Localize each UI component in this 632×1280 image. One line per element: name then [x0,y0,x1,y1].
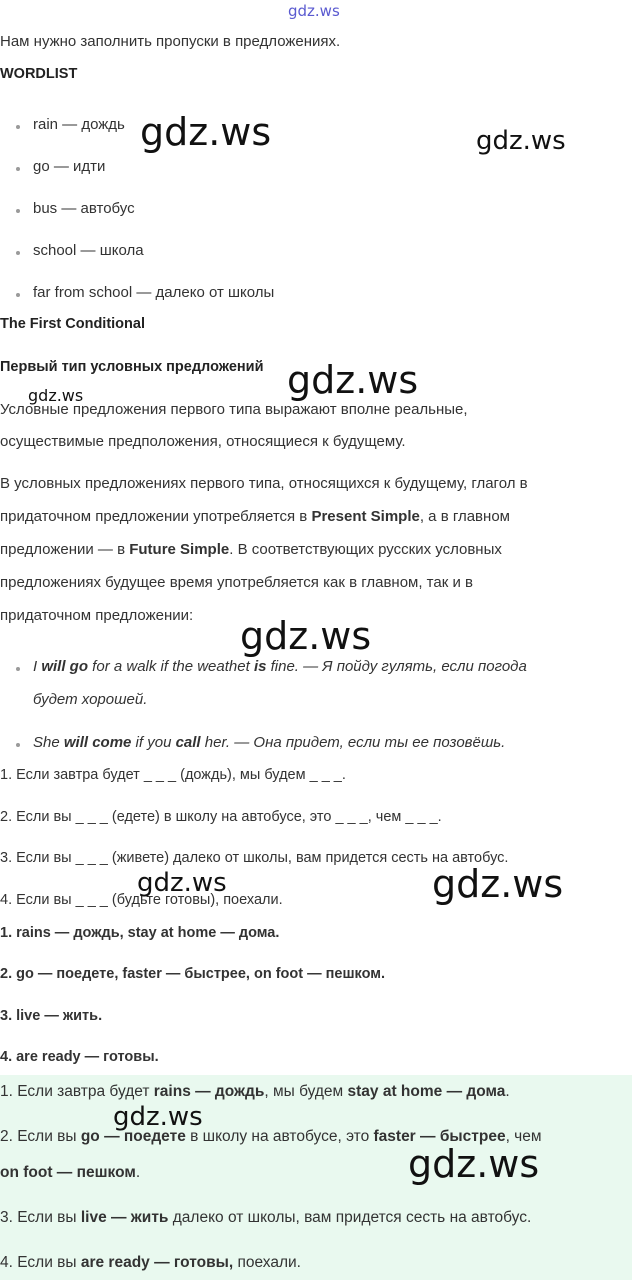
text-span: 2. Если вы [0,1128,81,1145]
text-span: call [175,734,201,751]
list-item: go — идти [33,158,106,175]
watermark: gdz.ws [137,868,227,898]
example-line [33,657,527,677]
term-present-simple: Present Simple [311,508,420,525]
text-span: . [135,1164,141,1181]
watermark: gdz.ws [28,386,84,405]
example-line [33,733,505,753]
list-item: rain — дождь [33,116,125,133]
watermark: gdz.ws [113,1102,203,1132]
paragraph-line [0,540,502,560]
paragraph-line: В условных предложениях первого типа, относящихся к будущему, глагол в [0,475,528,492]
paragraph-line: Условные предложения первого типа выражают вполне реальные, [0,401,468,418]
task-line: 4. Если вы _ _ _ (будьте готовы), поехали. [0,892,283,908]
watermark: gdz.ws [240,614,372,658]
watermark: gdz.ws [476,126,566,156]
task-line: 2. Если вы _ _ _ (едете) в школу на автобусе, это _ _ _, чем _ _ _. [0,809,442,825]
text-span: 4. Если вы [0,1254,81,1271]
paragraph-line: предложениях будущее время употребляется как в главном, так и в [0,574,473,591]
text-span: поехали. [233,1254,301,1271]
text-span: are ready — готовы, [80,1254,234,1271]
text-span: stay at home — дома [347,1083,506,1100]
text-span: в школу на автобусе, это [185,1128,374,1145]
paragraph-line: осуществимые предположения, относящиеся к будущему. [0,433,406,450]
text-span: if you [131,734,176,751]
text-span: her. — Она придет, если ты ее позовёшь. [200,734,506,751]
text-span: . В соответствующих русских условных [229,541,502,558]
grammar-title: The First Conditional [0,316,145,332]
intro-text: Нам нужно заполнить пропуски в предложениях. [0,33,341,50]
text-span: faster — быстрее [373,1128,506,1145]
bullet-icon [16,125,20,129]
text-span: , чем [505,1128,542,1145]
text-span: далеко от школы, вам придется сесть на автобус. [168,1209,532,1226]
text-span: live — жить [80,1209,169,1226]
list-item: far from school — далеко от школы [33,284,275,301]
text-span: придаточном предложении употребляется в [0,508,312,525]
example-line: будет хорошей. [33,691,148,708]
watermark: gdz.ws [287,358,419,402]
answer-line [0,1082,510,1102]
key-line: 2. go — поедете, faster — быстрее, on foot — пешком. [0,966,386,982]
text-span: I [33,658,42,675]
wordlist-heading: WORDLIST [0,66,78,82]
text-span: rains — дождь [153,1083,265,1100]
watermark: gdz.ws [408,1142,540,1186]
term-future-simple: Future Simple [129,541,230,558]
bullet-icon [16,209,20,213]
text-span: 1. Если завтра будет [0,1083,154,1100]
bullet-icon [16,293,20,297]
text-span: предложении — в [0,541,130,558]
text-span: 3. Если вы [0,1209,81,1226]
key-line: 1. rains — дождь, stay at home — дома. [0,925,280,941]
text-span: , а в главном [419,508,510,525]
text-span: is [253,658,267,675]
bullet-icon [16,667,20,671]
bullet-icon [16,167,20,171]
grammar-subtitle: Первый тип условных предложений [0,359,264,375]
key-line: 4. are ready — готовы. [0,1049,159,1065]
watermark: gdz.ws [140,110,272,154]
answer-line [0,1253,301,1273]
text-span: fine. — Я пойду гулять, если погода [266,658,527,675]
watermark: gdz.ws [432,862,564,906]
answer-line [0,1208,531,1228]
text-span: . [505,1083,510,1100]
text-span: , мы будем [264,1083,348,1100]
text-span: will come [63,734,132,751]
text-span: go — поедете [80,1128,186,1145]
text-span: will go [41,658,89,675]
answer-line [0,1163,140,1183]
text-span: for a walk if the weathet [88,658,254,675]
text-span: on foot — пешком [0,1164,136,1181]
task-line: 1. Если завтра будет _ _ _ (дождь), мы будем _ _ _. [0,767,346,783]
task-line: 3. Если вы _ _ _ (живете) далеко от школы, вам придется сесть на автобус. [0,850,509,866]
text-span: She [33,734,64,751]
bullet-icon [16,743,20,747]
list-item: school — школа [33,242,144,259]
paragraph-line [0,507,510,527]
list-item: bus — автобус [33,200,135,217]
bullet-icon [16,251,20,255]
paragraph-line: придаточном предложении: [0,607,194,624]
key-line: 3. live — жить. [0,1008,103,1024]
watermark-top: gdz.ws [288,2,340,20]
